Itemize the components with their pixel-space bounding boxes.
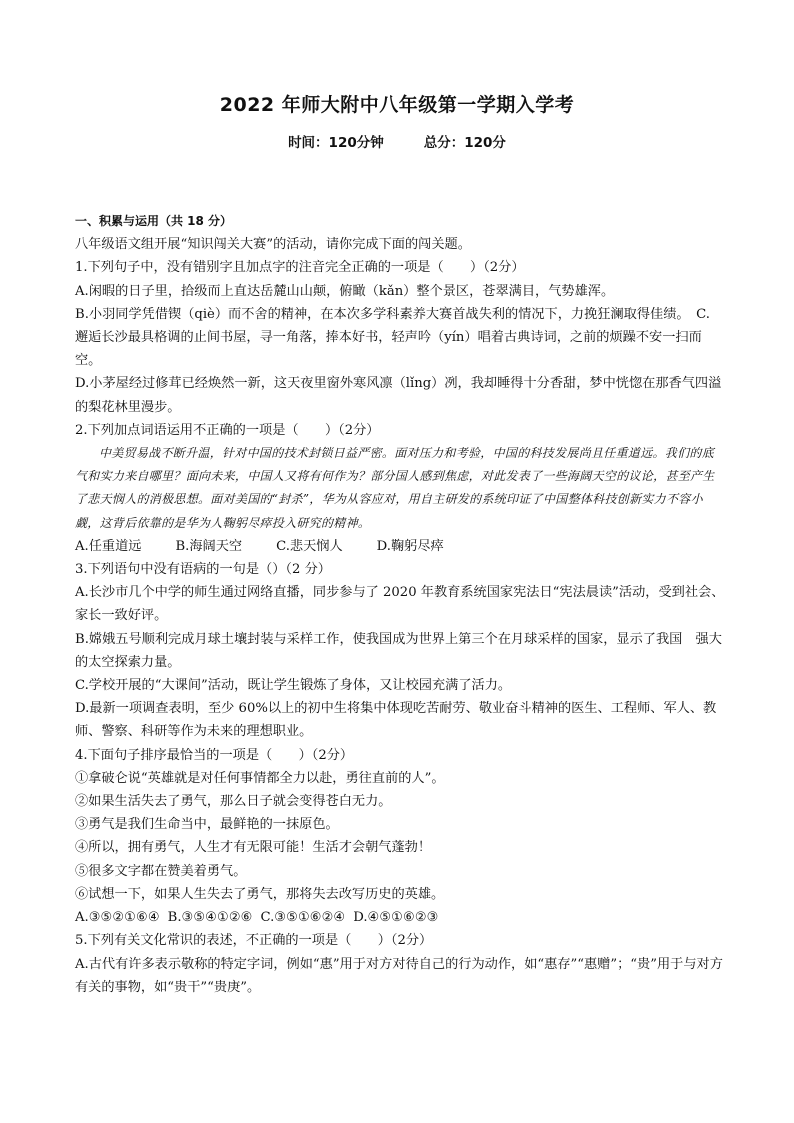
question-4-stem: 4.下面句子排序最恰当的一项是（ ）（2分）: [75, 747, 354, 763]
question-4-option-a: A.③⑤②①⑥④: [75, 910, 160, 926]
question-3-option-b: B.嫦娥五号顺利完成月球土壤封装与采样工作，使我国成为世界上第三个在月球采样的国家，显示了我国 强大的太空探索力量。: [75, 631, 722, 670]
question-3-option-d: D.最新一项调查表明，至少 60%以上的初中生将集中体现吃苦耐劳、敬业奋斗精神的医生、工程师、军人、教师、警察、科研等作为未来的理想职业。: [75, 701, 717, 740]
question-2-passage: 中美贸易战不断升温，针对中国的技术封锁日益严密。面对压力和考验，中国的科技发展尚且任重道远。我们的底气和实力来自哪里？面向未来，中国人又将有何作为？部分国人感到焦虑，对此发表了一些海阔天空的议论，甚至产生了悲天悯人的消极思想。面对美国的“封杀”，华为从容应对，用自主研发的系统印证了中国整体科技创新实力不容小觑，这背后依靠的是华为人鞠躬尽瘁投入研究的精神。: [75, 446, 715, 530]
exam-subtitle: [0, 131, 794, 151]
question-4-option-b: B.③⑤④①②⑥: [167, 910, 253, 926]
question-1-option-c: 邂逅长沙最具格调的止间书屋，寻一角落，捧本好书，轻声吟（yín）唱着古典诗词，之前的烦躁不安一扫而空。: [75, 330, 702, 369]
question-4-sentence-6: ⑥试想一下，如果人生失去了勇气，那将失去改写历史的英雄。: [75, 886, 445, 902]
question-4-sentence-5: ⑤很多文字都在赞美着勇气。: [75, 863, 247, 879]
exam-title: 2022 年师大附中八年级第一学期入学考: [219, 94, 575, 116]
question-2-option-d: D.鞠躬尽瘁: [376, 538, 444, 554]
exam-content: [75, 210, 725, 999]
question-1-option-a: A.闲暇的日子里，拾级而上直达岳麓山山颠，俯瞰（kǎn）整个景区，苍翠满目，气势雄浑。: [75, 283, 615, 299]
exam-total-score: 总分：120分: [423, 135, 506, 151]
question-5-option-a: A.古代有许多表示敬称的特定字词，例如“惠”用于对方对待自己的行为动作，如“惠存”“惠赠”；“贵”用于与对方有关的事物，如“贵干”“贵庚”。: [75, 956, 723, 995]
question-4-options: [75, 906, 725, 929]
question-2-option-b: B.海阔天空: [175, 538, 243, 554]
question-2-stem: 2.下列加点词语运用不正确的一项是（ ）（2分）: [75, 422, 380, 438]
question-4-option-c: C.③⑤①⑥②④: [260, 910, 346, 926]
section-intro: 八年级语文组开展“知识闯关大赛”的活动，请你完成下面的闯关题。: [75, 237, 471, 253]
question-4-sentence-1: ①拿破仑说“英雄就是对任何事情都全力以赴，勇往直前的人”。: [75, 770, 445, 786]
section-heading: 一、积累与运用（共 18 分）: [75, 214, 233, 228]
exam-time: 时间：120分钟: [288, 135, 384, 151]
question-1-stem: 1.下列句子中，没有错别字且加点字的注音完全正确的一项是（ ）（2分）: [75, 260, 525, 276]
question-2-options: [75, 535, 725, 558]
question-3-option-a: A.长沙市几个中学的师生通过网络直播，同步参与了 2020 年教育系统国家宪法日“宪法晨读”活动，受到社会、家长一致好评。: [75, 585, 725, 624]
question-3-stem: 3.下列语句中没有语病的一句是（）（2 分）: [75, 562, 331, 578]
question-1-option-b: B.小羽同学凭借锲（qiè）而不舍的精神，在本次多学科素养大赛首战失利的情况下，力挽狂澜取得佳绩。 C.: [75, 306, 710, 322]
question-2-option-a: A.任重道远: [75, 538, 142, 554]
question-1-option-d: D.小茅屋经过修茸已经焕然一新，这天夜里窗外寒风凛（lǐng）冽，我却睡得十分香甜，梦中恍惚在那香气四溢的梨花林里漫步。: [75, 376, 722, 415]
question-2-option-c: C.悲天悯人: [276, 538, 343, 554]
question-5-stem: 5.下列有关文化常识的表述，不正确的一项是（ ）（2分）: [75, 933, 433, 949]
question-3-option-c: C.学校开展的“大课间”活动，既让学生锻炼了身体，又让校园充满了活力。: [75, 678, 512, 694]
question-4-sentence-2: ②如果生活失去了勇气，那么日子就会变得苍白无力。: [75, 794, 392, 810]
question-4-option-d: D.④⑤①⑥②③: [353, 910, 439, 926]
question-4-sentence-3: ③勇气是我们生命当中，最鲜艳的一抹原色。: [75, 817, 339, 833]
question-4-sentence-4: ④所以，拥有勇气，人生才有无限可能！生活才会朝气蓬勃！: [75, 840, 432, 856]
